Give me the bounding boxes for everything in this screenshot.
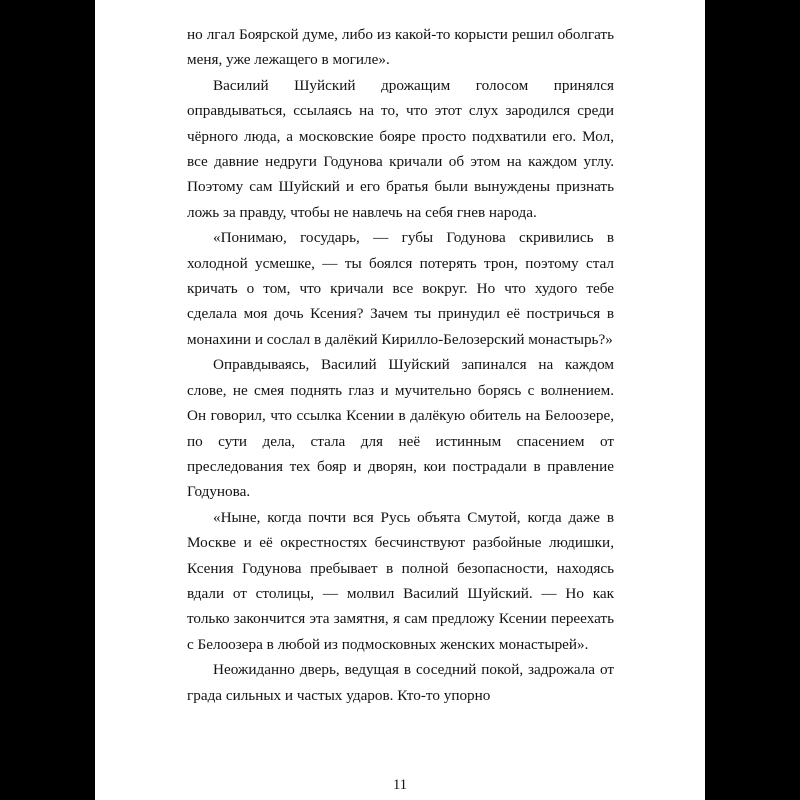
paragraph: Оправдываясь, Василий Шуйский запинался на каждом слове, не смея поднять глаз и мучительно борясь с волнением. Он говорил, что ссылка Ксении в далёкую обитель на Белоозере, по сути дела, стала для неё истинным спасением от преследования тех бояр и дворян, кои пострадали в правление Годунова. (187, 356, 614, 501)
book-page (95, 0, 705, 800)
paragraph: «Ныне, когда почти вся Русь объята Смутой, когда даже в Москве и её окрестностях бесчинствуют разбойные людишки, Ксения Годунова пребывает в полной безопасности, находясь вдали от столицы, — молвил Василий Шуйский. — Но как только закончится эта замятня, я сам предложу Ксении переехать с Белоозера в любой из подмосковных женских монастырей». (187, 508, 614, 653)
page-number: 11 (393, 777, 407, 793)
paragraph: Василий Шуйский дрожащим голосом принялся оправдываться, ссылаясь на то, что этот слух зародился среди чёрного люда, а московские бояре просто подхватили его. Мол, все давние недруги Годунова кричали об этом на каждом углу. Поэтому сам Шуйский и его братья были вынуждены признать ложь за правду, чтобы не навлечь на себя гнев народа. (187, 76, 614, 221)
paragraph: Неожиданно дверь, ведущая в соседний покой, задрожала от града сильных и частых ударов. Кто-то упорно (187, 661, 614, 704)
paragraph: «Понимаю, государь, — губы Годунова скривились в холодной усмешке, — ты боялся потерять трон, поэтому стал кричать о том, что кричали все вокруг. Но что худого тебе сделала моя дочь Ксения? Зачем ты принудил её постричься в монахини и сослал в далёкий Кирилло-Белозерский монастырь?» (187, 229, 614, 348)
page-text-block (187, 22, 614, 708)
paragraph: но лгал Боярской думе, либо из какой-то корысти решил оболгать меня, уже лежащего в могиле». (187, 26, 614, 69)
